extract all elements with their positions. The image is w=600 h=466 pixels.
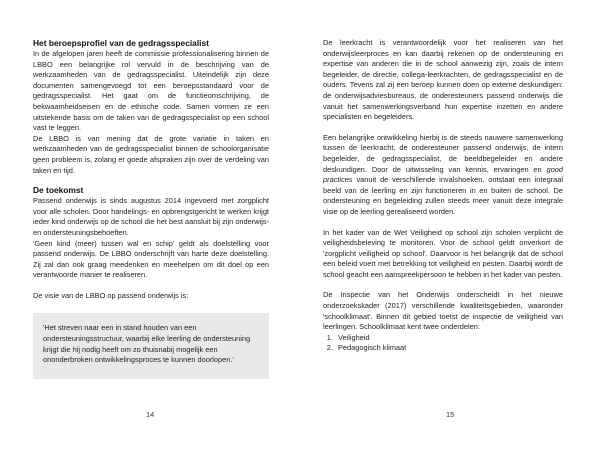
list-item: 2. Pedagogisch klimaat: [335, 343, 563, 354]
paragraph: De leerkracht is verantwoordelijk voor het realiseren van het onderwijsleerproces en kan daarbij rekenen op de ondersteuning en expertise van anderen die in de school aanwezig zijn, zoals de intern begeleider, de directie, collega-leerkrachten, de gedragsspecialist en de ouders. Tevens zal zij een beroep kunnen doen op externe deskundigen: de onderwijsadviesbureaus, de onderesteuners passend onderwijs die vanuit het samenwerkingsverband hun expertise inzetten en andere specialisten en begeleiders.: [323, 38, 563, 122]
paragraph-text: Een belangrijke ontwikkeling hierbij is de steeds nauwere samenwerking tussen de leerkracht, de onderesteuner passend onderwijs, de intern begeleider, de gedragsspecialist, de beeldbegeleider en andere deskundigen. Door de uitwisseling van kennis, ervaringen en: [323, 132, 563, 174]
right-page: [300, 0, 600, 466]
paragraph: De LBBO is van mening dat de grote variatie in taken en werkzaamheden van de gedragsspecialist binnen de schoolorganisatie geen probleem is, zolang er goede afspraken zijn over de verdeling van taken en tijd.: [33, 133, 269, 175]
list-item: 1. Veiligheid: [335, 333, 563, 344]
section-title-beroepsprofiel: Het beroepsprofiel van de gedragsspecialist: [33, 38, 209, 48]
paragraph: [323, 133, 563, 218]
page-number-right: 15: [446, 410, 455, 419]
paragraph: In de afgelopen jaren heeft de commissie professionalisering binnen de LBBO een belangrijke rol vervuld in de beschrijving van de werkzaamheden van de gedragsspecialist. Uiteindelijk zijn deze documenten samengevoegd tot een beroepsstandaard voor de gedragsspecialist. Het gaat om de functieomschrijving, de bekwaamheidseisen en de ethische code. Samen vormen ze een uitstekende basis om de taken van de gedragsspecialist op een school vast te leggen.: [33, 49, 269, 133]
emphasis-text: good practices: [323, 164, 563, 185]
section-title-toekomst: De toekomst: [33, 185, 84, 196]
right-column: [323, 38, 563, 354]
paragraph-text: vanuit de verschillende invalshoeken, ontstaat een integraal beeld van de leerling en zijn functioneren in en buiten de school. De ondersteuning en begeleiding zullen steeds meer vanuit deze integrale visie op de leerling gerealiseerd worden.: [323, 175, 563, 216]
page-number-left: 14: [146, 410, 155, 419]
vision-intro: De visie van de LBBO op passend onderwijs is:: [33, 290, 189, 300]
paragraph: In het kader van de Wet Veiligheid op school zijn scholen verplicht de veiligheidsbeleving te monitoren. Voor de school geldt onverkort de 'zorgplicht veiligheid op school'. Daarvoor is het belangrijk dat de school een beleid voert met betrekking tot veiligheid en pesten. Daarbij wordt de school geacht een aanspreekpersoon te hebben in het kader van pesten.: [323, 227, 563, 279]
left-column: [33, 38, 269, 379]
numbered-list: [323, 333, 563, 354]
paragraph: De Inspectie van het Onderwijs onderscheidt in het nieuwe onderzoekskader (2017) verschillende kwaliteitsgebieden, waaronder 'schoolklimaat'. Binnen dit gebied toetst de inspectie de veiligheid van leerlingen. Schoolklimaat kent twee onderdelen:: [323, 290, 563, 332]
paragraph: Passend onderwijs is sinds augustus 2014 ingevoerd met zorgplicht voor alle scholen. Door handelings- en opbrengstgericht te werken krijgt ieder kind onderwijs op de school die het best aansluit bij zijn onderwijs- en ondersteuningsbehoeften.: [33, 196, 269, 237]
vision-quote-box: [33, 313, 269, 378]
paragraph: 'Geen kind (meer) tussen wal en schip' geldt als doelstelling voor passend onderwijs. De LBBO onderschrijft van harte deze doelstelling. Zij zal dan ook graag meedenken en meehelpen om dit doel op een verantwoorde manier te realiseren.: [33, 238, 269, 280]
vision-quote-text: 'Het streven naar een in stand houden van een ondersteuningsstructuur, waarbij elke leerling de ondersteuning krijgt die hij nodig heeft om zo thuisnabij mogelijk een ononderbroken ontwikkelingsproces te kunnen doorlopen.': [43, 323, 251, 365]
